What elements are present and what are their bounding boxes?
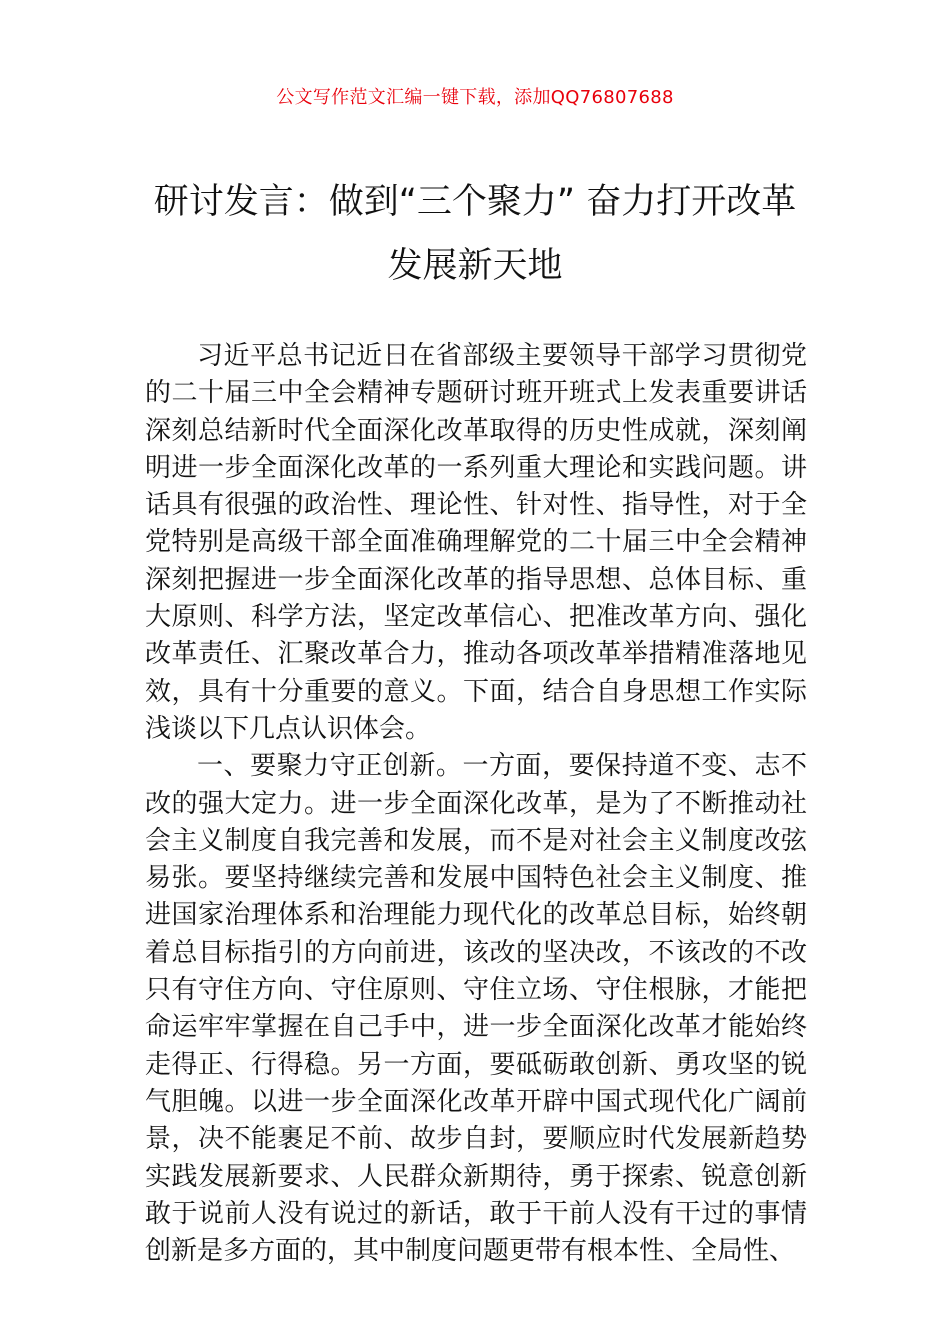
intro-paragraph: 习近平总书记近日在省部级主要领导干部学习贯彻党的二十届三中全会精神专题研讨班开班式上发表重要讲话深刻总结新时代全面深化改革取得的历史性成就，深刻阐明进一步全面深化改革的一系列重大理论和实践问题。讲话具有很强的政治性、理论性、针对性、指导性，对于全党特别是高级干部全面准确理解党的二十届三中全会精神深刻把握进一步全面深化改革的指导思想、总体目标、重大原则、科学方法，坚定改革信心、把准改革方向、强化改革责任、汇聚改革合力，推动各项改革举措精准落地见效，具有十分重要的意义。下面，结合自身思想工作实际浅谈以下几点认识体会。 xyxy=(145,341,807,744)
section-one-paragraph: 一、要聚力守正创新。一方面，要保持道不变、志不改的强大定力。进一步全面深化改革，是为了不断推动社会主义制度自我完善和发展，而不是对社会主义制度改弦易张。要坚持继续完善和发展中国特色社会主义制度、推进国家治理体系和治理能力现代化的改革总目标，始终朝着总目标指引的方向前进，该改的坚决改，不该改的不改只有守住方向、守住原则、守住立场、守住根脉，才能把命运牢牢掌握在自己手中，进一步全面深化改革才能始终走得正、行得稳。另一方面，要砥砺敢创新、勇攻坚的锐气胆魄。以进一步全面深化改革开辟中国式现代化广阔前景，决不能裹足不前、故步自封，要顺应时代发展新趋势实践发展新要求、人民群众新期待，勇于探索、锐意创新敢于说前人没有说过的新话，敢于干前人没有干过的事情创新是多方面的，其中制度问题更带有根本性、全局性、 xyxy=(145,751,807,1267)
document-body xyxy=(145,338,807,1270)
download-banner: 公文写作范文汇编一键下载，添加QQ76807688 xyxy=(276,87,674,108)
document-title: 研讨发言：做到“三个聚力” 奋力打开改革发展新天地 xyxy=(153,182,797,286)
